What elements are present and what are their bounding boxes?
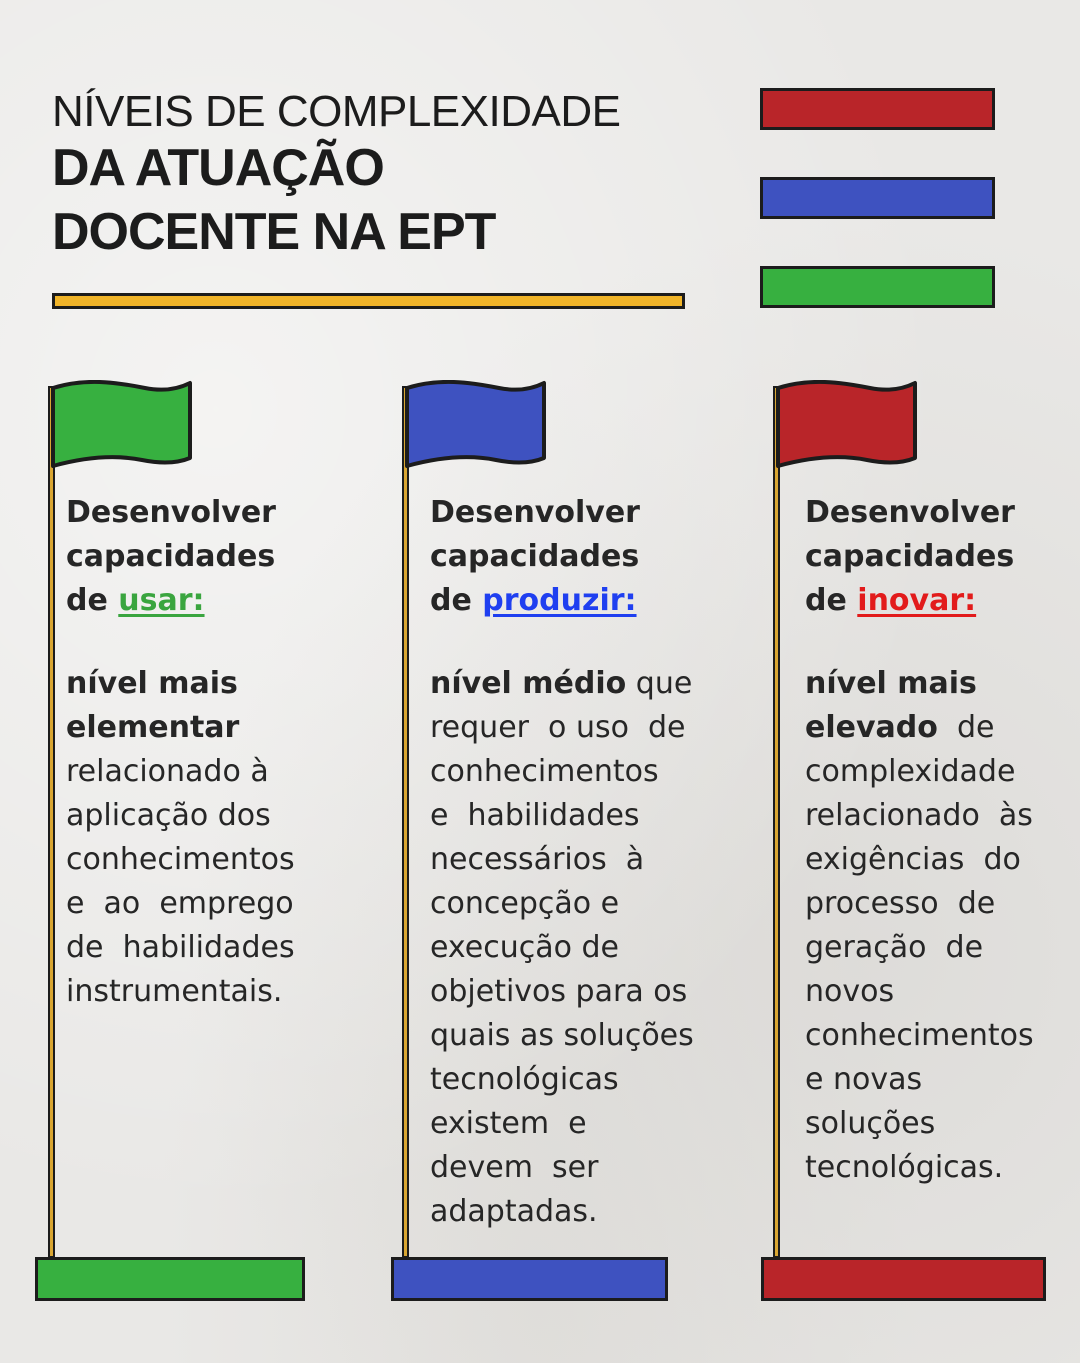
flag-red-icon xyxy=(775,380,920,472)
flag-blue-icon xyxy=(404,380,549,472)
heading-prefix: de xyxy=(66,583,108,618)
keyword-usar: usar: xyxy=(118,583,205,618)
title-line-1: NÍVEIS DE COMPLEXIDADE xyxy=(52,87,621,136)
column-heading-line-1: Desenvolver xyxy=(805,495,1015,530)
page-title xyxy=(52,88,620,264)
legend-bar-green xyxy=(760,266,995,308)
column-heading-line-1: Desenvolver xyxy=(66,495,276,530)
description-line: conhecimentos xyxy=(430,754,659,789)
description-line: elementar xyxy=(66,710,240,745)
description-line: de habilidades xyxy=(66,930,295,965)
description-line: processo de xyxy=(805,886,996,921)
title-underline xyxy=(52,293,685,309)
heading-prefix: de xyxy=(430,583,472,618)
column-heading-line-2: capacidades xyxy=(66,539,276,574)
description-line: geração de xyxy=(805,930,984,965)
description-line: conhecimentos xyxy=(66,842,295,877)
flag-base-green xyxy=(35,1257,305,1301)
flag-pole-blue xyxy=(402,386,409,1258)
column-heading-line-3 xyxy=(66,579,356,623)
description-line: execução de xyxy=(430,930,619,965)
description-line: tecnológicas. xyxy=(805,1150,1004,1185)
title-line-2: DA ATUAÇÃO xyxy=(52,139,384,197)
column-heading-line-2: capacidades xyxy=(805,539,1015,574)
flag-base-blue xyxy=(391,1257,668,1301)
description-line: relacionado à xyxy=(66,754,269,789)
keyword-inovar: inovar: xyxy=(857,583,977,618)
description-line: necessários à xyxy=(430,842,645,877)
description-line: adaptadas. xyxy=(430,1194,598,1229)
description-line: nível mais xyxy=(66,666,238,701)
description-line: nível mais xyxy=(805,666,977,701)
description-line: e habilidades xyxy=(430,798,640,833)
flag-pole-green xyxy=(48,386,55,1258)
description-line: objetivos para os xyxy=(430,974,688,1009)
description-line: e ao emprego xyxy=(66,886,294,921)
column-heading-line-1: Desenvolver xyxy=(430,495,640,530)
description-line: aplicação dos xyxy=(66,798,271,833)
legend-bar-red xyxy=(760,88,995,130)
legend-bar-blue xyxy=(760,177,995,219)
column-heading-line-3 xyxy=(430,579,730,623)
flag-pole-red xyxy=(773,386,780,1258)
flag-green-icon xyxy=(50,380,195,472)
description-line: e novas xyxy=(805,1062,923,1097)
title-line-3: DOCENTE NA EPT xyxy=(52,203,496,261)
heading-prefix: de xyxy=(805,583,847,618)
description-line: relacionado às xyxy=(805,798,1033,833)
column-produzir xyxy=(430,491,730,1234)
keyword-produzir: produzir: xyxy=(482,583,637,618)
description-line: nível médio que xyxy=(430,666,693,701)
description-line: exigências do xyxy=(805,842,1021,877)
description-line: novos xyxy=(805,974,895,1009)
description-line: conhecimentos xyxy=(805,1018,1034,1053)
description-line: soluções xyxy=(805,1106,936,1141)
description-line: requer o uso de xyxy=(430,710,686,745)
column-heading-line-2: capacidades xyxy=(430,539,640,574)
column-heading-line-3 xyxy=(805,579,1070,623)
description-line: devem ser xyxy=(430,1150,599,1185)
description-line: elevado de xyxy=(805,710,995,745)
column-usar xyxy=(66,491,356,1014)
description-line: concepção e xyxy=(430,886,620,921)
description-line: tecnológicas xyxy=(430,1062,619,1097)
flag-base-red xyxy=(761,1257,1046,1301)
column-inovar xyxy=(805,491,1070,1190)
description-line: existem e xyxy=(430,1106,587,1141)
description-line: quais as soluções xyxy=(430,1018,694,1053)
description-line: complexidade xyxy=(805,754,1016,789)
description-line: instrumentais. xyxy=(66,974,283,1009)
